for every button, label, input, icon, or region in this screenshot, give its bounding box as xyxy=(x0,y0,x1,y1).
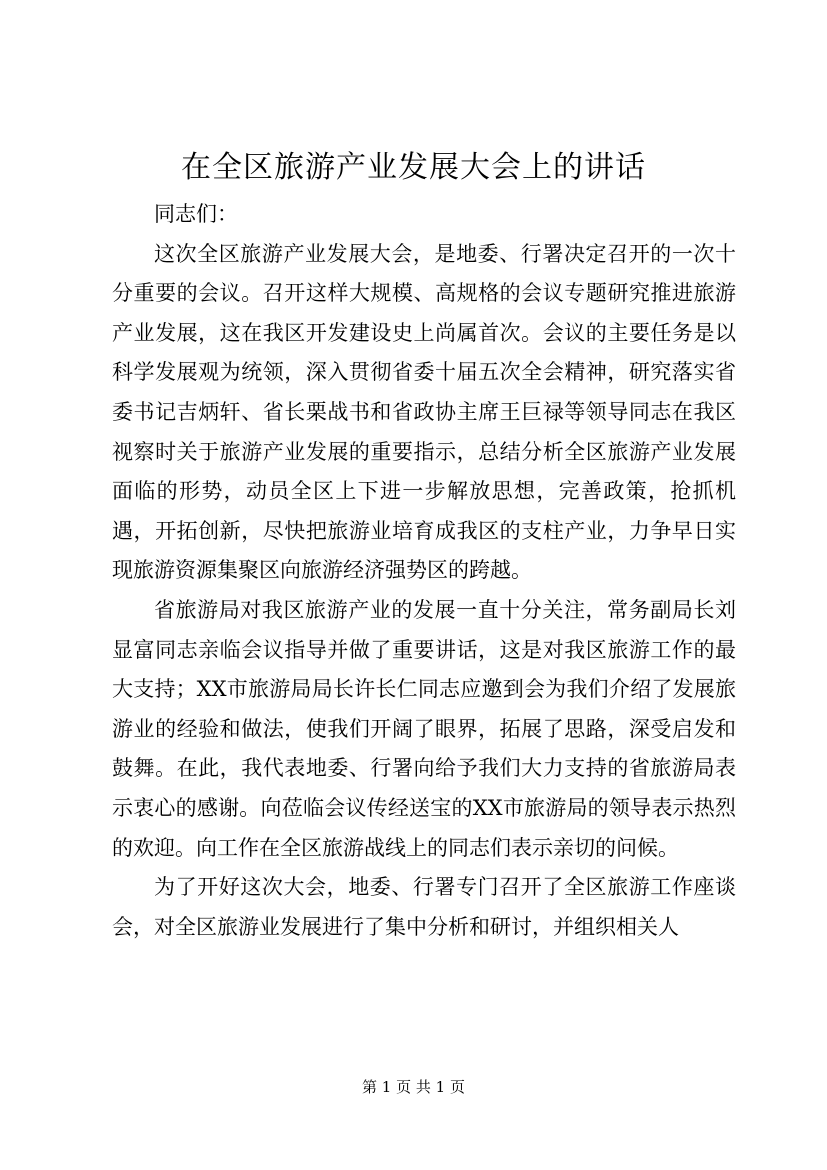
paragraph-3: 为了开好这次大会，地委、行署专门召开了全区旅游工作座谈会，对全区旅游业发展进行了集中分析和研讨，并组织相关人 xyxy=(112,875,736,939)
page-footer: 第 1 页 共 1 页 xyxy=(362,1078,465,1096)
paragraph-1: 这次全区旅游产业发展大会，是地委、行署决定召开的一次十分重要的会议。召开这样大规模、高规格的会议专题研究推进旅游产业发展，这在我区开发建设史上尚属首次。会议的主要任务是以科学发展观为统领，深入贯彻省委十届五次全会精神，研究落实省委书记吉炳轩、省长栗战书和省政协主席王巨禄等领导同志在我区视察时关于旅游产业发展的重要指示，总结分析全区旅游产业发展面临的形势，动员全区上下进一步解放思想，完善政策，抢抓机遇，开拓创新，尽快把旅游业培育成我区的支柱产业，力争早日实现旅游资源集聚区向旅游经济强势区的跨越。 xyxy=(112,241,736,583)
salutation: 同志们： xyxy=(154,202,238,226)
paragraph-2: 省旅游局对我区旅游产业的发展一直十分关注，常务副局长刘显富同志亲临会议指导并做了重要讲话，这是对我区旅游工作的最大支持；XX市旅游局局长许长仁同志应邀到会为我们介绍了发展旅游业的经验和做法，使我们开阔了眼界，拓展了思路，深受启发和鼓舞。在此，我代表地委、行署向给予我们大力支持的省旅游局表示衷心的感谢。向莅临会议传经送宝的XX市旅游局的领导表示热烈的欢迎。向工作在全区旅游战线上的同志们表示亲切的问候。 xyxy=(112,597,736,860)
document-title: 在全区旅游产业发展大会上的讲话 xyxy=(181,150,646,185)
document-body xyxy=(112,195,736,947)
